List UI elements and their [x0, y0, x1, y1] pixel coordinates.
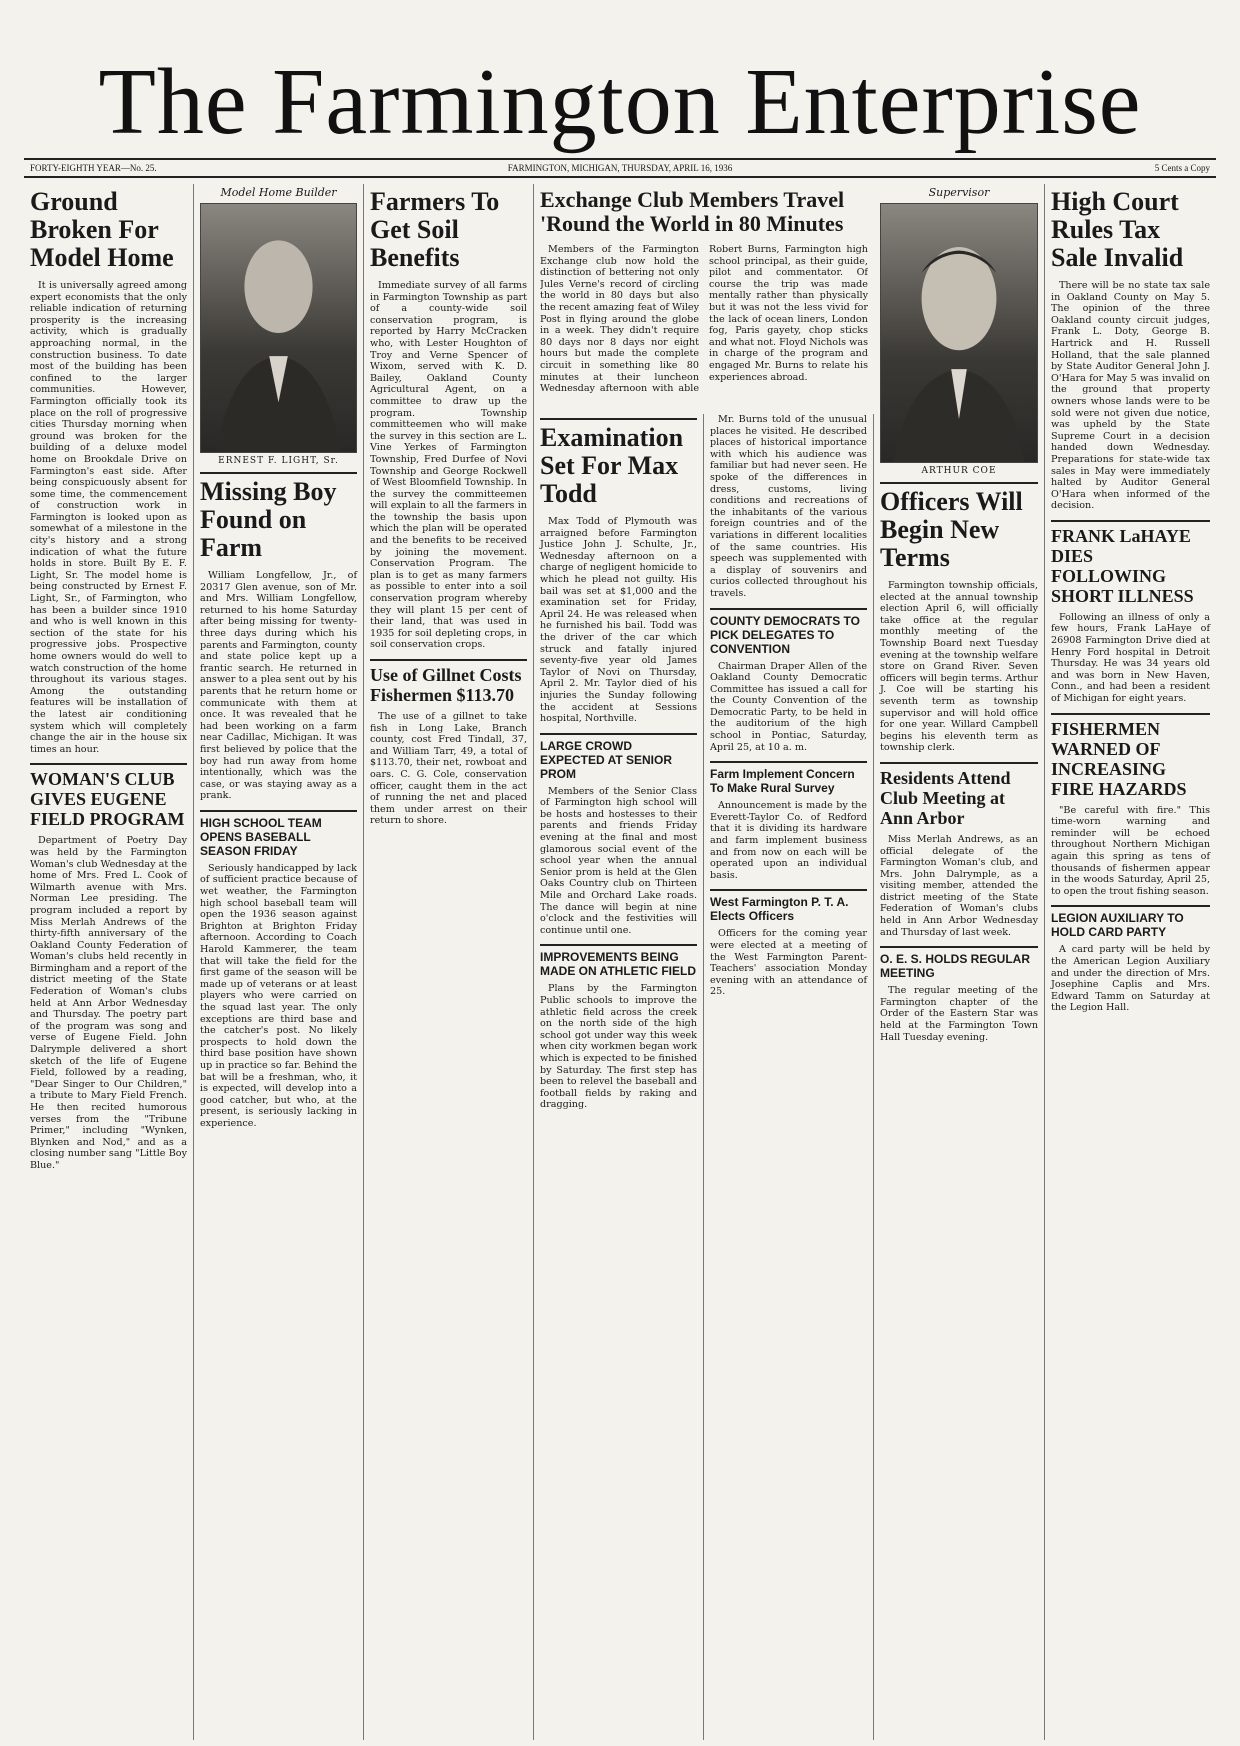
volume-number: FORTY-EIGHTH YEAR—No. 25.: [30, 163, 157, 173]
article-womans-club: Department of Poetry Day was held by the Farmington Woman's club Wednesday at the home of Mrs. Fred L. Cook of Wilmarth avenue with Mrs. Norman Lee presiding. The program included a report by Miss Merlah Andrews of the thirty-fifth anniversary of the Oakland County Federation of Woman's clubs held recently in Birmingham and a report of the district meeting of the State Federation of Woman's clubs held at Ann Arbor Wednesday and Thursday. The poetry part of the program was song and verse of Eugene Field. John Dalrymple delivered a short sketch of the life of Eugene Field, followed by a reading, "Dear Singer to Our Children," a tribute to Mary Field French. He then recited humorous verses from the "Tribune Primer," including "Wynken, Blynken and Nod," and as a closing number sang "Little Boy Blue.": [30, 835, 187, 1171]
price: 5 Cents a Copy: [1154, 163, 1210, 173]
photo-label-supervisor: Supervisor: [928, 186, 990, 199]
headline-oes: O. E. S. HOLDS REGULAR MEETING: [880, 946, 1038, 980]
article-senior-prom: Members of the Senior Class of Farmington high school will be hosts and hostesses to their parents and friends Friday evening at the final and most glamorous social event of the school year when the annual Senior prom is held at the Glen Oaks Country club on Thirteen Mile and Orchard Lake roads. The dance will begin at nine o'clock and the festivities will continue until one.: [540, 785, 697, 936]
article-club-meeting: Miss Merlah Andrews, as an official delegate of the Farmington Woman's club, and Mrs. John Dalrymple, as a visiting member, attended the district meeting of the State Federation of Woman's clubs held in Ann Arbor Wednesday and Thursday of last week.: [880, 833, 1038, 938]
headline-exchange-club: Exchange Club Members Travel 'Round the World in 80 Minutes: [540, 187, 845, 236]
dateline: [24, 158, 1216, 178]
column-2: [194, 184, 364, 1740]
article-baseball: Seriously handicapped by lack of sufficient practice because of wet weather, the Farmington high school baseball team will open the 1936 season against Brighton at Brighton Friday afternoon. According to Coach Harold Kammerer, the team that will take the field for the first game of the season will be made up of veterans or at least players who were carried on the squad last year. The only exceptions are third base and the catcher's post. No likely prospects to hold down the third base position have shown up in practice so far. Behind the bat will be a freshman, who, it is expected, will develop into a good catcher, but who, at the present, is seriously lacking in experience.: [200, 862, 357, 1129]
headline-gillnet: Use of Gillnet Costs Fishermen $113.70: [370, 659, 527, 705]
headline-farmers: Farmers To Get Soil Benefits: [370, 187, 500, 272]
photo-label-builder: Model Home Builder: [220, 186, 337, 199]
photo-caption-supervisor: ARTHUR COE: [921, 466, 997, 476]
headline-model-home: Ground Broken For Model Home: [30, 187, 174, 272]
headline-tax-sale: High Court Rules Tax Sale Invalid: [1051, 187, 1184, 272]
column-7: [1045, 184, 1216, 1740]
masthead: The Farmington Enterprise: [98, 50, 1142, 154]
column-6: [874, 184, 1045, 1740]
headline-senior-prom: LARGE CROWD EXPECTED AT SENIOR PROM: [540, 733, 697, 781]
photo-caption-builder: ERNEST F. LIGHT, Sr.: [218, 456, 339, 466]
article-model-home: It is universally agreed among expert economists that the only reliable indication of returning prosperity is the increasing activity, which is gradually approaching normal, in the construction business. To date most of the building has been confined to the larger communities. However, Farmington officially took its place on the roll of progressive cities Thursday morning when ground was broken for the building of a deluxe model home on Brookdale Drive on Farmington's east side. After being conspicuously absent for some time, the commencement of construction work in Farmington is looked upon as somewhat of a milestone in the city's history and a strong indication of what the future holds in store. Built By E. F. Light, Sr. The model home is being constructed by Ernest F. Light, Sr., of Farmington, who has been a builder since 1910 and who is well known in this section of the state for his progressive jobs. Prospective home owners would do well to watch construction of the home throughout its various stages. Among the outstanding features will be installation of the latest air conditioning system which will completely change the air in the house six times an hour.: [30, 280, 187, 755]
headline-missing-boy: Missing Boy Found on Farm: [200, 472, 357, 562]
article-tax-sale: There will be no state tax sale in Oakland County on May 5. The opinion of the three Oakland county circuit judges, Frank L. Doty, George B. Hartrick and H. Russell Holland, that the sale planned by State Auditor General John J. O'Hara for May 5 was invalid on the ground that property owners whose lands were to be sold were not given due notice, was upheld by the State Supreme Court in a decision handed down Wednesday. Preparations for state-wide tax sales in May were immediately halted by Auditor General O'Hara when informed of the decision.: [1051, 280, 1210, 512]
headline-democrats: COUNTY DEMOCRATS TO PICK DELEGATES TO CONVENTION: [710, 608, 867, 656]
headline-baseball: HIGH SCHOOL TEAM OPENS BASEBALL SEASON FRIDAY: [200, 810, 357, 858]
article-exchange-club: Members of the Farmington Exchange club now hold the distinction of bettering not only Jules Verne's record of circling the world in 80 days but also the recent amazing feat of Wiley Post in flying around the globe in a week. They didn't require 80 days nor 8 days nor eight hours but made the complete circuit in something like 80 minutes at their luncheon Wednesday afternoon with able Robert Burns, Farmington high school principal, as their guide, pilot and commentator. Of course the trip was made mentally rather than physically but it was not the less vivid for the lack of ocean liners, London fog, Paris gayety, chop sticks and what not. Floyd Nichols was in charge of the program and engaged Mr. Burns to relate his experiences abroad.: [540, 244, 868, 395]
column-1: [24, 184, 194, 1740]
headline-club-meeting: Residents Attend Club Meeting at Ann Arbor: [880, 762, 1038, 828]
article-legion: A card party will be held by the American Legion Auxiliary and under the direction of Mrs. Josephine Caplis and Mrs. Edward Tamm on Saturday at the Legion Hall.: [1051, 944, 1210, 1014]
article-gillnet: The use of a gillnet to take fish in Long Lake, Branch county, cost Fred Tindall, 37, and William Tarr, 49, a total of $113.70, their net, rowboat and oars. C. G. Cole, conservation officer, caught them in the act of running the net and placed them under arrest on their return to shore.: [370, 711, 527, 827]
headline-athletic-field: IMPROVEMENTS BEING MADE ON ATHLETIC FIELD: [540, 944, 697, 978]
portrait-photo-coe: [880, 203, 1038, 463]
article-oes: The regular meeting of the Farmington chapter of the Order of the Eastern Star was held at the Farmington Town Hall Tuesday evening.: [880, 985, 1038, 1043]
portrait-photo-light: [200, 203, 357, 453]
article-fishermen: "Be careful with fire." This time-worn warning and reminder will be echoed throughout Northern Michigan again this spring as tens of thousands of fishermen appear in the woods Saturday, April 25, to open the trout fishing season.: [1051, 804, 1210, 897]
headline-officers: Officers Will Begin New Terms: [880, 482, 1038, 572]
column-4: [534, 414, 704, 1740]
headline-pta: West Farmington P. T. A. Elects Officers: [710, 889, 867, 923]
article-max-todd: Max Todd of Plymouth was arraigned before Farmington Justice John J. Schulte, Jr., Wednesday afternoon on a charge of negligent homicide to which he plead not guilty. His bail was set at $1,000 and the examination set for Friday, April 24. He was released when he furnished his bail. Todd was the driver of the car which struck and fatally injured seventy-five year old James Taylor of Novi on Thursday, April 2. Mr. Taylor died of his injuries the Sunday following the accident at Sessions hospital, Northville.: [540, 516, 697, 725]
headline-farm-implement: Farm Implement Concern To Make Rural Survey: [710, 761, 867, 795]
article-missing-boy: William Longfellow, Jr., of 20317 Glen avenue, son of Mr. and Mrs. William Longfellow, returned to his home Saturday after being missing for twenty-three days during which his parents and Farmington, county and state police kept up a frantic search. He returned in answer to a plea sent out by his parents that he return home or communicate with them at once. It was revealed that he had been working on a farm near Cadillac, Michigan. It was first believed by police that the boy had run away from home intentionally, which was the case, or was staying away as a prank.: [200, 570, 357, 802]
article-farmers: Immediate survey of all farms in Farmington Township as part of a county-wide soil conservation program, is reported by Harry McCracken who, with Lester Houghton of Troy and Verne Spencer of Wixom, served with K. D. Bailey, Oakland County Agricultural Agent, on a committee to draw up the program. Township committeemen who will make the survey in this section are L. Vine Yerkes of Farmington Township, Fred Durfee of Novi Township and George Rockwell of West Bloomfield Township. In the survey the committeemen will explain to all the farmers in the township the basis upon which the plan will be operated and the benefits to be received by joining the movement. Conservation Program. The plan is to get as many farmers as possible to enter into a soil conservation program whereby they will plant 15 per cent of their land, that was used in 1935 for soil depleting crops, in soil conservation crops.: [370, 280, 527, 651]
article-pta: Officers for the coming year were elected at a meeting of the West Farmington Parent-Teachers' association Monday evening with an attendance of 25.: [710, 928, 867, 998]
headline-lahaye: FRANK LaHAYE DIES FOLLOWING SHORT ILLNESS: [1051, 520, 1210, 606]
column-3: [364, 184, 534, 1740]
headline-legion: LEGION AUXILIARY TO HOLD CARD PARTY: [1051, 905, 1210, 939]
article-exchange-club-cont: Mr. Burns told of the unusual places he visited. He described places of historical importance with which his audience was familiar but had never seen. He spoke of the differences in dress, customs, living conditions and recreations of the inhabitants of the various foreign countries and of the variations in different localities of the same countries. His speech was supplemented with a display of souvenirs and curios collected throughout his travels.: [710, 414, 867, 599]
headline-max-todd: Examination Set For Max Todd: [540, 418, 697, 508]
issue-date: FARMINGTON, MICHIGAN, THURSDAY, APRIL 16, 1936: [507, 163, 733, 173]
article-lahaye: Following an illness of only a few hours, Frank LaHaye of 26908 Farmington Drive died at Henry Ford hospital in Detroit Thursday. He was 34 years old and was born in New Haven, Conn., and had been a resident of Michigan for eight years.: [1051, 611, 1210, 705]
columns: [24, 184, 1216, 1740]
column-5: [704, 414, 874, 1740]
article-officers: Farmington township officials, elected at the annual township election April 6, will officially take office at the regular monthly meeting of the Township Board next Tuesday evening at the township welfare store on Grand River. Seven officers will begin terms. Arthur J. Coe will be starting his seventh term as township supervisor and will hold office for one year. Willard Campbell begins his eleventh term as township clerk.: [880, 580, 1038, 754]
headline-womans-club: WOMAN'S CLUB GIVES EUGENE FIELD PROGRAM: [30, 763, 187, 829]
article-democrats: Chairman Draper Allen of the Oakland County Democratic Committee has issued a call for the County Convention of the Democratic Party, to be held in the auditorium of the high school in Pontiac, Saturday, April 25, at 10 a. m.: [710, 660, 867, 753]
article-athletic-field: Plans by the Farmington Public schools to improve the athletic field across the creek on the north side of the high school got under way this week when city workmen began work which is expected to be finished by Saturday. The first step has been to relevel the baseball and football fields by raking and dragging.: [540, 983, 697, 1111]
headline-fishermen: FISHERMEN WARNED OF INCREASING FIRE HAZARDS: [1051, 713, 1210, 799]
article-farm-implement: Announcement is made by the Everett-Taylor Co. of Redford that it is dividing its hardware and farm implement business and from now on each will be operated upon an individual basis.: [710, 800, 867, 881]
